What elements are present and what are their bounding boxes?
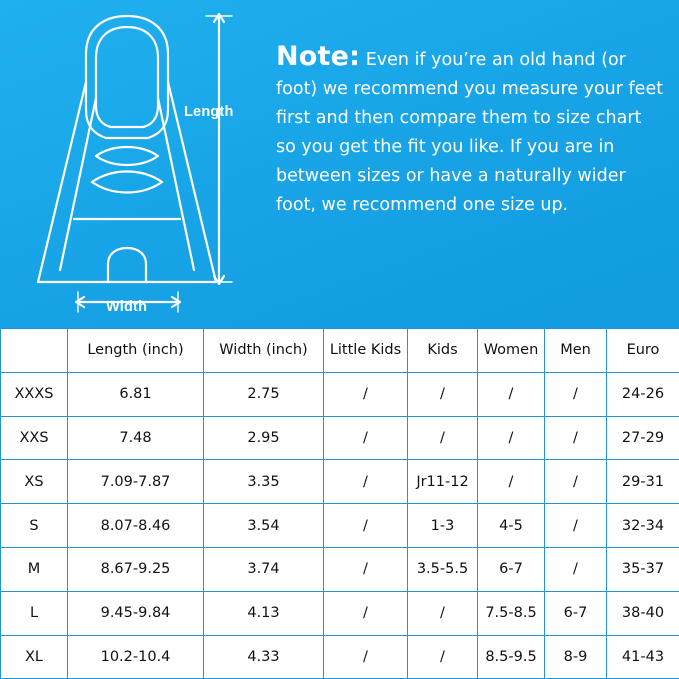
table-cell: 3.35 [204, 460, 324, 504]
table-cell: / [545, 416, 607, 460]
table-header-cell [1, 329, 68, 373]
table-row [1, 591, 679, 635]
table-cell: 6-7 [478, 547, 545, 591]
table-cell: 7.5-8.5 [478, 591, 545, 635]
table-row [1, 416, 679, 460]
table-cell: 41-43 [607, 635, 679, 679]
table-cell: Jr11-12 [408, 460, 478, 504]
table-cell: 4.13 [204, 591, 324, 635]
table-header-row [1, 329, 679, 373]
table-cell: / [324, 635, 408, 679]
table-cell: 8.67-9.25 [68, 547, 204, 591]
table-cell: / [324, 591, 408, 635]
table-cell: 38-40 [607, 591, 679, 635]
table-cell: / [545, 372, 607, 416]
table-header-cell: Little Kids [324, 329, 408, 373]
table-row [1, 460, 679, 504]
table-cell: 8.07-8.46 [68, 504, 204, 548]
table-cell: / [324, 416, 408, 460]
swim-fin-diagram [8, 6, 258, 324]
table-cell: / [408, 416, 478, 460]
table-cell: / [545, 460, 607, 504]
table-cell: M [1, 547, 68, 591]
size-chart-table-wrapper [0, 328, 679, 679]
table-cell: 3.5-5.5 [408, 547, 478, 591]
table-cell: / [324, 504, 408, 548]
note-heading: Note: [276, 41, 361, 72]
table-cell: / [408, 372, 478, 416]
table-cell: 10.2-10.4 [68, 635, 204, 679]
table-cell: / [324, 547, 408, 591]
table-header-cell: Width (inch) [204, 329, 324, 373]
table-cell: / [478, 416, 545, 460]
table-cell: 1-3 [408, 504, 478, 548]
table-row [1, 547, 679, 591]
table-cell: 8-9 [545, 635, 607, 679]
table-cell: / [408, 635, 478, 679]
table-cell: 6-7 [545, 591, 607, 635]
swim-fin-outline-icon [8, 6, 258, 324]
table-cell: 4-5 [478, 504, 545, 548]
table-cell: 7.09-7.87 [68, 460, 204, 504]
table-cell: 27-29 [607, 416, 679, 460]
table-cell: / [478, 372, 545, 416]
table-header-cell: Kids [408, 329, 478, 373]
length-dimension-label: Length [184, 104, 234, 120]
table-cell: L [1, 591, 68, 635]
note-body: Even if you’re an old hand (or foot) we recommend you measure your feet first and then compare them to size chart so you get the fit you like. If you are in between sizes or have a naturally wider foot, we recommend one size up. [276, 50, 664, 215]
table-cell: 2.75 [204, 372, 324, 416]
table-cell: 24-26 [607, 372, 679, 416]
header-illustration-area [0, 0, 679, 328]
table-header-cell: Euro [607, 329, 679, 373]
table-cell: / [545, 547, 607, 591]
table-header-cell: Men [545, 329, 607, 373]
width-dimension-label: Width [106, 299, 148, 315]
table-cell: 8.5-9.5 [478, 635, 545, 679]
table-cell: 6.81 [68, 372, 204, 416]
table-cell: 2.95 [204, 416, 324, 460]
table-cell: 4.33 [204, 635, 324, 679]
table-header-cell: Women [478, 329, 545, 373]
size-chart-table [0, 328, 679, 679]
table-row [1, 504, 679, 548]
table-cell: 32-34 [607, 504, 679, 548]
table-cell: / [408, 591, 478, 635]
table-row [1, 372, 679, 416]
table-cell: 7.48 [68, 416, 204, 460]
table-cell: / [545, 504, 607, 548]
table-cell: S [1, 504, 68, 548]
table-cell: 3.74 [204, 547, 324, 591]
table-cell: XL [1, 635, 68, 679]
note-block [276, 42, 666, 220]
table-cell: / [478, 460, 545, 504]
table-row [1, 635, 679, 679]
table-cell: XS [1, 460, 68, 504]
table-cell: 3.54 [204, 504, 324, 548]
table-header-cell: Length (inch) [68, 329, 204, 373]
table-cell: 9.45-9.84 [68, 591, 204, 635]
table-cell: XXS [1, 416, 68, 460]
table-cell: 35-37 [607, 547, 679, 591]
table-cell: / [324, 372, 408, 416]
table-cell: XXXS [1, 372, 68, 416]
table-cell: 29-31 [607, 460, 679, 504]
table-cell: / [324, 460, 408, 504]
